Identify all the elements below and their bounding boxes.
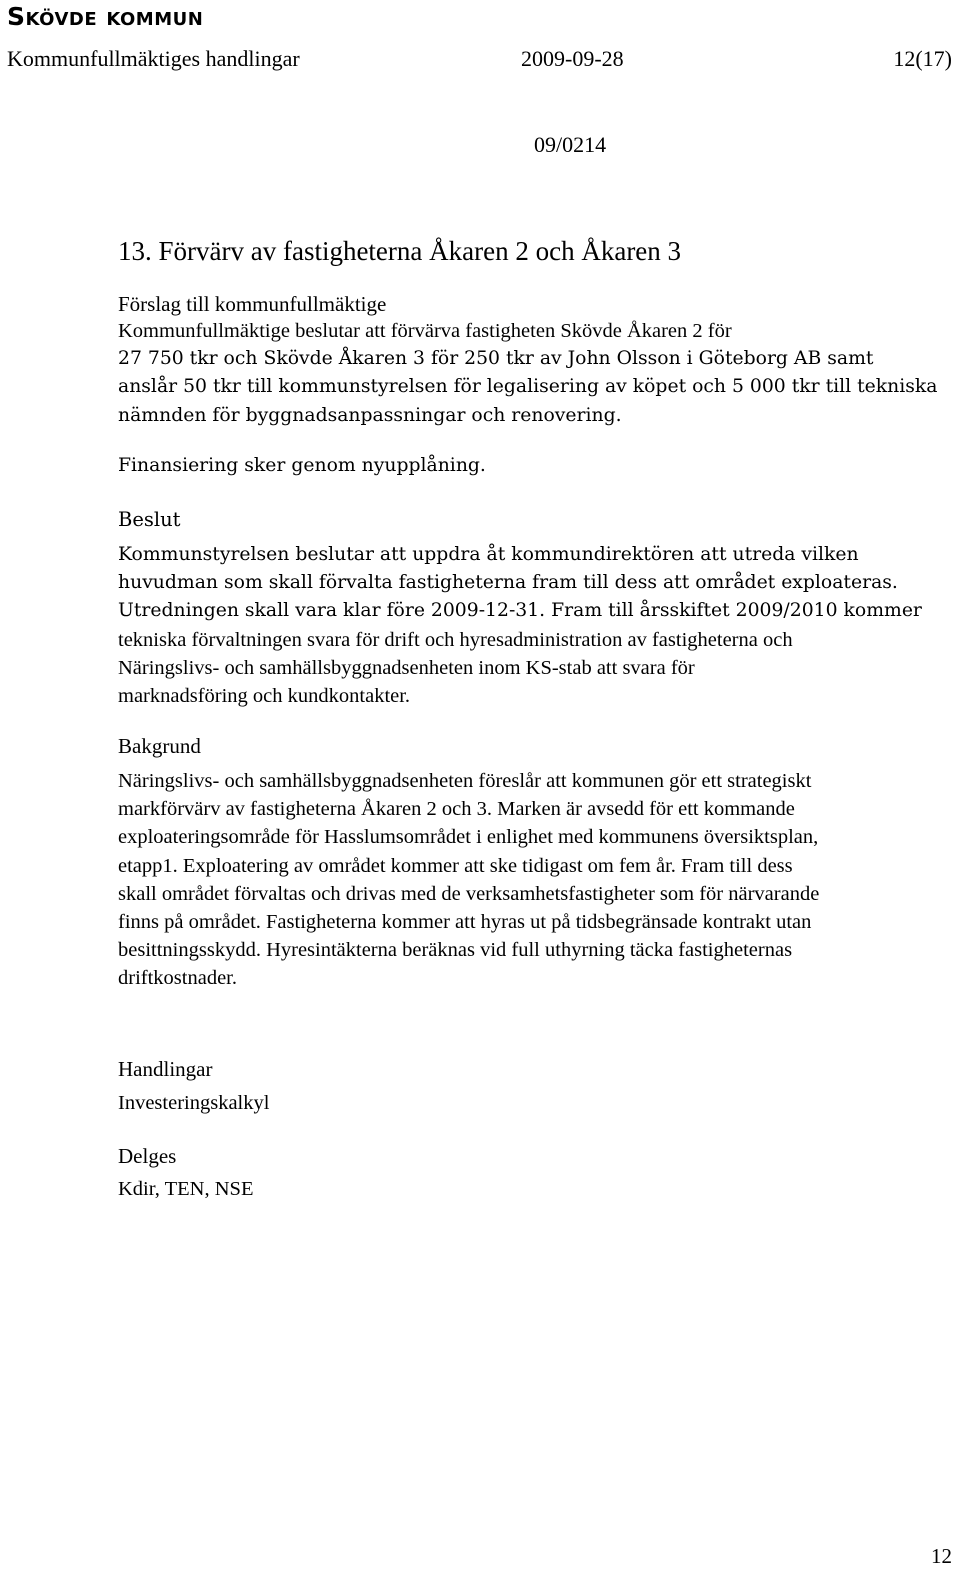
background-line: exploateringsområde för Hasslumsområdet i enlighet med kommunens översiktsplan, xyxy=(118,826,819,849)
municipality-logo: Skövde kommun xyxy=(7,2,204,31)
background-line: driftkostnader. xyxy=(118,967,237,990)
proposal-line: Kommunfullmäktige beslutar att förvärva fastigheten Skövde Åkaren 2 för xyxy=(118,320,732,342)
page-number: 12 xyxy=(931,1544,952,1568)
decision-line: marknadsföring och kundkontakter. xyxy=(118,685,411,708)
background-line: Näringslivs- och samhällsbyggnadsenheten föreslår att kommunen gör ett strategiskt xyxy=(118,770,812,792)
decision-paragraph xyxy=(118,541,960,710)
decision-line: Utredningen skall vara klar före 2009-12-31. Fram till årsskiftet 2009/2010 kommer xyxy=(118,600,922,622)
decision-heading: Beslut xyxy=(118,508,181,531)
proposal-line: 27 750 tkr och Skövde Åkaren 3 för 250 tkr av John Olsson i Göteborg AB samt xyxy=(118,348,874,370)
decision-line: huvudman som skall förvalta fastigheterna fram till dess att området exploateras. xyxy=(118,572,898,594)
background-line: markförvärv av fastigheterna Åkaren 2 och 3. Marken är avsedd för ett kommande xyxy=(118,798,795,821)
decision-line: Näringslivs- och samhällsbyggnadsenheten inom KS-stab att svara för xyxy=(118,656,695,679)
decision-line: Kommunstyrelsen beslutar att uppdra åt kommundirektören att utreda vilken xyxy=(118,544,859,565)
background-paragraph xyxy=(118,767,960,993)
proposal-heading: Förslag till kommunfullmäktige xyxy=(118,292,387,316)
distribution-heading: Delges xyxy=(118,1144,177,1168)
background-heading: Bakgrund xyxy=(118,734,201,758)
background-line: finns på området. Fastigheterna kommer att hyras ut på tidsbegränsade kontrakt utan xyxy=(118,911,812,934)
distribution-list: Kdir, TEN, NSE xyxy=(118,1178,254,1200)
page-of-total: 12(17) xyxy=(893,46,952,71)
financing-note: Finansiering sker genom nyupplåning. xyxy=(118,455,486,476)
proposal-line: nämnden för byggnadsanpassningar och renovering. xyxy=(118,404,622,426)
document-title: Kommunfullmäktiges handlingar xyxy=(7,46,300,71)
proposal-line: anslår 50 tkr till kommunstyrelsen för legalisering av köpet och 5 000 tkr till tekniska xyxy=(118,376,938,398)
background-line: skall området förvaltas och drivas med de verksamhetsfastigheter som för närvarande xyxy=(118,882,820,905)
background-line: etapp1. Exploatering av området kommer att ske tidigast om fem år. Fram till dess xyxy=(118,854,793,877)
background-line: besittningsskydd. Hyresintäkterna beräknas vid full uthyrning täcka fastigheternas xyxy=(118,939,793,962)
section-title: 13. Förvärv av fastigheterna Åkaren 2 och Åkaren 3 xyxy=(118,236,682,266)
case-number: 09/0214 xyxy=(534,132,607,157)
documents-list: Investeringskalkyl xyxy=(118,1092,270,1114)
proposal-paragraph xyxy=(118,317,960,430)
decision-line: tekniska förvaltningen svara för drift och hyresadministration av fastigheterna och xyxy=(118,628,793,651)
document-date: 2009-09-28 xyxy=(521,46,624,71)
documents-heading: Handlingar xyxy=(118,1057,213,1081)
